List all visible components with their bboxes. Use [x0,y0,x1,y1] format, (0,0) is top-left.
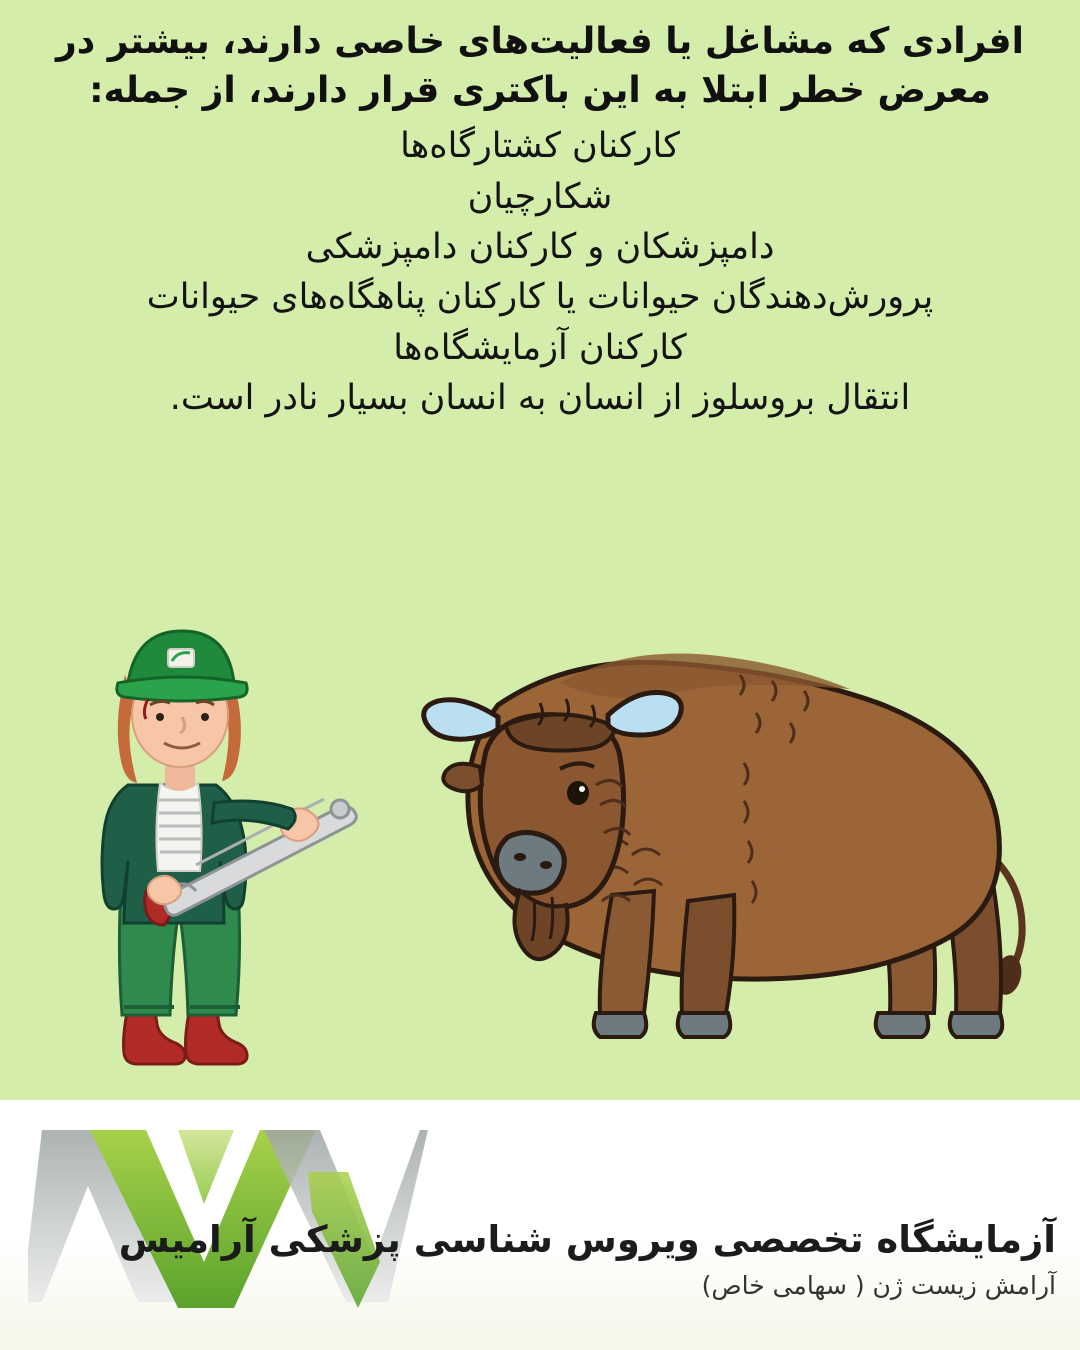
lab-name: آزمایشگاه تخصصی ویروس شناسی پزشکی آرامیس [118,1218,1056,1261]
transmission-note: انتقال بروسلوز از انسان به انسان بسیار نادر است. [169,378,911,419]
company-name: آرامش زیست ژن ( سهامی خاص) [701,1271,1056,1300]
footer-divider [0,1100,1080,1103]
page-headline: افرادی که مشاغل یا فعالیت‌های خاصی دارند، بیشتر در معرض خطر ابتلا به این باکتری قرار دارند، از جمله: [56,21,1024,111]
footer [0,1100,1080,1350]
list-item: کارکنان کشتارگاه‌ها [400,126,680,167]
illustration [0,555,1080,1100]
hunter-with-rifle-icon [102,631,356,1064]
list-item: کارکنان آزمایشگاه‌ها [393,327,687,368]
list-item: شکارچیان [467,176,613,217]
list-item: پرورش‌دهندگان حیوانات یا کارکنان پناهگاه‌های حیوانات [146,277,934,318]
text-block [0,18,1080,424]
footer-text [119,1218,1056,1300]
list-item: دامپزشکان و کارکنان دامپزشکی [305,226,775,267]
bison-icon [424,654,1025,1037]
risk-group-list [26,121,1054,373]
